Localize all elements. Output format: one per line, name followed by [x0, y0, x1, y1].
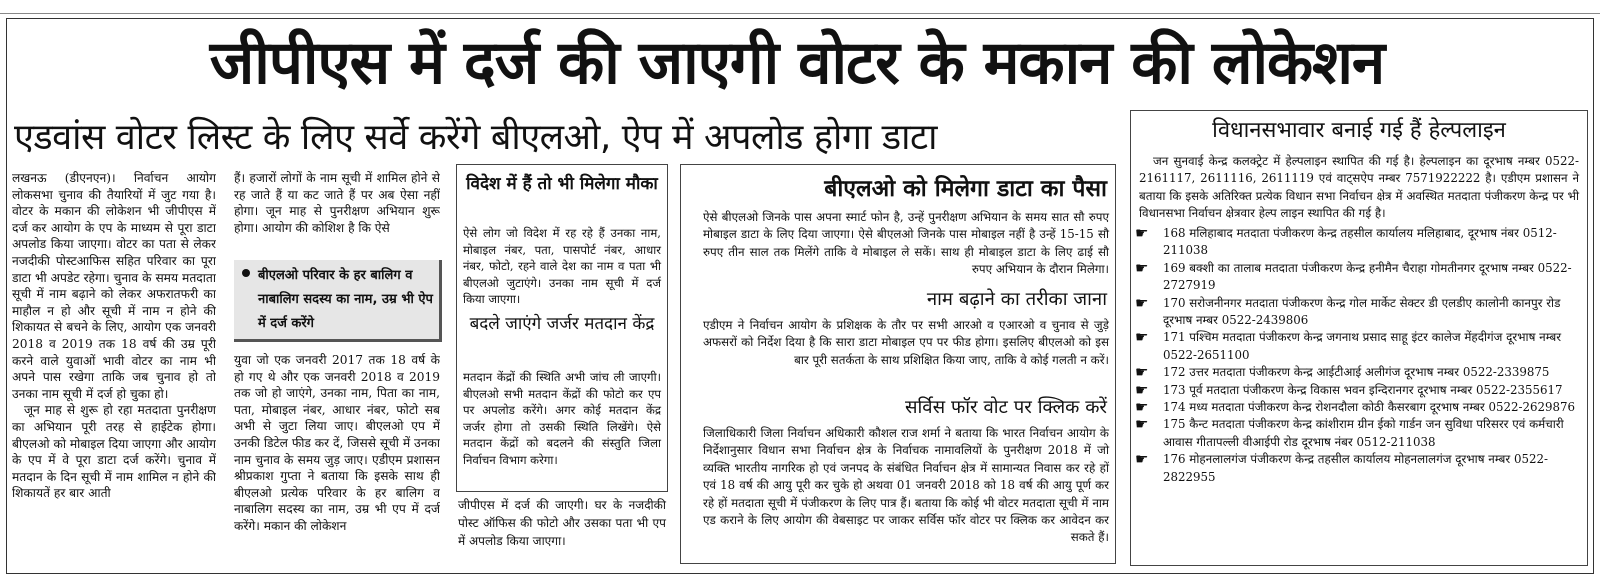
list-item: ☛ 172 उत्तर मतदाता पंजीकरण केन्द्र आईटीआई अलीगंज दूरभाष नम्बर 0522-2339875	[1135, 363, 1550, 382]
pull-quote	[234, 260, 442, 342]
helpline-intro: जन सुनवाई केन्द्र कलक्ट्रेट में हेल्पलाइन स्थापित की गई है। हेल्पलाइन का दूरभाष नम्बर 0522-2161117, 2611116, 2611119 एवं वाट्सऐप नम्बर 7571922222 है। एडीएम प्रशासन ने बताया कि इसके अतिरिक्त प्रत्येक विधान सभा निर्वाचन क्षेत्र में अवस्थित मतदाता पंजीकरण केन्द्र पर भी विधानसभा निर्वाचन क्षेत्रवार हेल्प लाइन स्थापित की गई है।	[1139, 154, 1579, 221]
list-item: ☛ 169 बक्शी का तालाब मतदाता पंजीकरण केन्द्र हनीमैन चैराहा गोमतीनगर दूरभाष नम्बर 0522-2727919	[1135, 258, 1572, 293]
list-item: ☛ 173 पूर्व मतदाता पंजीकरण केन्द्र विकास भवन इन्दिरानगर दूरभाष नम्बर 0522-2355617	[1135, 380, 1563, 399]
list-item: ☛ 176 मोहनलालगंज पंजीकरण केन्द्र तहसील कार्यालय मोहनलालगंज दूरभाष नम्बर 0522-2822955	[1135, 450, 1548, 484]
headline: जीपीएस में दर्ज की जाएगी वोटर के मकान की लोकेशन	[209, 28, 1385, 98]
data-box-subhead-1: नाम बढ़ाने का तरीका जाना	[926, 289, 1107, 310]
sidebar-box-abroad	[456, 164, 668, 492]
list-item: ☛ 171 पश्चिम मतदाता पंजीकरण केन्द्र जगनाथ प्रसाद साहू इंटर कालेज मेंहदीगंज दूरभाष नम्बर 0522-2651100	[1135, 328, 1562, 362]
list-item: ☛ 175 कैन्ट मतदाता पंजीकरण केन्द्र कांशीराम ग्रीन ईको गार्डन जन सुविधा परिसरर एवं कर्मचारी आवास गीतापल्ली वीआईपी रोड दूरभाष नंबर 0512-211038	[1135, 415, 1564, 449]
col2-paragraph-2: युवा जो एक जनवरी 2017 तक 18 वर्ष के हो गए थे और एक जनवरी 2018 व 2019 तक जो हो जाएंगे, उनका नाम, पिता का नाम, पता, मोबाइल नंबर, आधार नंबर, फोटो सब अभी से जुटा लिया जाए। बीएलओ एप में उनकी डिटेल फीड कर दें, जिससे सूची में उनका नाम चुनाव के समय जुड़ जाए। एडीएम प्रशासन श्रीप्रकाश गुप्ता ने बताया कि इसके साथ ही बीएलओ प्रत्येक परिवार के हर बालिग व नाबालिग सदस्य का नाम, उम्र भी एप में दर्ज करेंगे। मकान की लोकेशन	[234, 353, 440, 533]
top-rule	[0, 13, 1600, 14]
data-box-paragraph-1: ऐसे बीएलओ जिनके पास अपना स्मार्ट फोन है, उन्हें पुनरीक्षण अभियान के समय सात सौ रुपए मोबाइल डाटा के लिए दिया जाएगा। ऐसे बीएलओ जिनके पास मोबाइल नहीं है उन्हें 15-15 सौ रुपए तीन साल तक मिलेंगे ताकि वे मोबाइल ले सकें। साथ ही मोबाइल डाटा के लिए ढाई सौ रुपए अभियान के दौरान मिलेगा।	[703, 210, 1109, 277]
pointing-hand-icon: ☛	[1135, 328, 1149, 347]
sidebar-box-helpline	[1130, 110, 1588, 566]
subheadline: एडवांस वोटर लिस्ट के लिए सर्वे करेंगे बीएलओ, ऐप में अपलोड होगा डाटा	[14, 117, 937, 158]
helpline-list	[1135, 225, 1581, 486]
pointing-hand-icon: ☛	[1135, 398, 1149, 417]
abroad-box-body: ऐसे लोग जो विदेश में रह रहे हैं उनका नाम, मोबाइल नंबर, पता, पासपोर्ट नंबर, आधार नंबर, फोटो, रहने वाले देश का नाम व पता भी बीएलओ जुटाएंगे। उनका नाम सूची में दर्ज किया जाएगा।	[463, 226, 661, 307]
article-column-2	[234, 170, 440, 565]
pointing-hand-icon: ☛	[1135, 415, 1149, 434]
pointing-hand-icon: ☛	[1135, 258, 1149, 277]
pointing-hand-icon: ☛	[1135, 380, 1149, 399]
polling-station-box-body: मतदान केंद्रों की स्थिति अभी जांच ली जाएगी। बीएलओ सभी मतदान केंद्रों की फोटो कर एप पर अपलोड करेंगे। अगर कोई मतदान केंद्र जर्जर होगा तो उसकी स्थिति लिखेंगे। ऐसे मतदान केंद्रों को बदलने की संस्तुति जिला निर्वाचन विभाग करेगा।	[463, 370, 661, 467]
list-item: ☛ 174 मध्य मतदाता पंजीकरण केन्द्र रोशनदौला कोठी कैसरबाग दूरभाष नम्बर 0522-2629876	[1135, 398, 1576, 417]
data-box-title: बीएलओ को मिलेगा डाटा का पैसा	[824, 176, 1107, 202]
sidebar-box-data-allowance	[680, 164, 1116, 564]
col1-paragraph-2: जून माह से शुरू हो रहा मतदाता पुनरीक्षण का अभियान पूरी तरह से हाईटेक होगा। बीएलओ को मोबाइल दिया जाएगा और आयोग के एप में वे पूरा डाटा दर्ज करेंगे। चुनाव में मतदान के दिन सूची में नाम शामिल न होने की शिकायतें हर बार आती	[12, 403, 216, 501]
polling-station-box-title: बदले जाएंगे जर्जर मतदान केंद्र	[469, 314, 655, 334]
pull-quote-text: बीएलओ परिवार के हर बालिग व नाबालिग सदस्य का नाम, उम्र भी ऐप में दर्ज करेंगे	[258, 268, 433, 331]
article-column-1	[12, 170, 216, 565]
list-item: ☛ 168 मलिहाबाद मतदाता पंजीकरण केन्द्र तहसील कार्यालय मलिहाबाद, दूरभाष नंबर 0512-211038	[1135, 224, 1557, 258]
abroad-box-title: विदेश में हैं तो भी मिलेगा मौका	[466, 174, 658, 194]
pointing-hand-icon: ☛	[1135, 450, 1149, 469]
pointing-hand-icon: ☛	[1135, 293, 1149, 312]
data-box-subhead-2: सर्विस फॉर वोट पर क्लिक करें	[905, 397, 1107, 418]
list-item: ☛ 170 सरोजनीनगर मतदाता पंजीकरण केन्द्र गोल मार्केट सेक्टर डी एलडीए कालोनी कानपुर रोड दूरभाष नम्बर 0522-2439806	[1135, 293, 1561, 328]
bullet-dot-icon	[242, 269, 250, 277]
col2-paragraph-1: हैं। हजारों लोगों के नाम सूची में शामिल होने से रह जाते हैं या कट जाते हैं पर अब ऐसा नहीं होगा। जून माह से पुनरीक्षण अभियान शुरू होगा। आयोग की कोशिश है कि ऐसे	[234, 171, 440, 235]
helpline-box-title: विधानसभावार बनाई गई हैं हेल्पलाइन	[1212, 118, 1506, 143]
pointing-hand-icon: ☛	[1135, 363, 1149, 382]
col3-continuation: जीपीएस में दर्ज की जाएगी। घर के नजदीकी पोस्ट ऑफिस की फोटो और उसका पता भी एप में अपलोड किया जाएगा।	[458, 498, 666, 548]
data-box-paragraph-2: एडीएम ने निर्वाचन आयोग के प्रशिक्षक के तौर पर सभी आरओ व एआरओ व चुनाव से जुड़े अफसरों को निर्देश दिया है कि सारा डाटा मोबाइल एप पर फीड होगा। इसलिए बीएलओ को इस बार पूरी सतर्कता के साथ प्रशिक्षित किया जाए, ताकि वे कोई गलती न करें।	[703, 318, 1109, 367]
pointing-hand-icon: ☛	[1135, 224, 1149, 242]
data-box-paragraph-3: जिलाधिकारी जिला निर्वाचन अधिकारी कौशल राज शर्मा ने बताया कि भारत निर्वाचन आयोग के निर्देशानुसार विधान सभा निर्वाचन क्षेत्र के निर्वाचक नामावलियों के पुनरीक्षण 2018 में जो व्यक्ति भारतीय नागरिक हो एवं जनपद के संबंधित निर्वाचन क्षेत्र में सामान्यत निवास कर रहे हों एवं 18 वर्ष की आयु पूरी कर चुके हो अथवा 01 जनवरी 2018 को 18 वर्ष की आयु पूर्ण कर रहे हों मतदाता सूची में पंजीकरण के लिए पात्र हैं। बताया कि कोई भी वोटर मतदाता सूची में नाम एड कराने के लिए आयोग की वेबसाइट पर जाकर सर्विस फॉर वोटर पर क्लिक कर आवेदन कर सकते हैं।	[703, 426, 1109, 545]
col1-paragraph-1: लखनऊ (डीएनएन)। निर्वाचन आयोग लोकसभा चुनाव की तैयारियों में जुट गया है। वोटर के मकान की लोकेशन भी जीपीएस में दर्ज कर आयोग के एप के माध्यम से पूरा डाटा अपलोड किया जाएगा। वोटर का पता से लेकर नजदीकी पोस्टआफिस सहित परिवार का पूरा डाटा भी अपडेट रहेगा। चुनाव के समय मतदाता सूची में नाम बढ़ाने को लेकर अफरातफरी का माहौल न हो और सूची में नाम न होने की शिकायत से बचने के लिए, आयोग एक जनवरी 2018 व 2019 तक 18 वर्ष की उम्र पूरी करने वाले युवाओं भावी वोटर का नाम भी अपने पास रखेगा ताकि जब चुनाव हो तो उनका नाम सूची में दर्ज हो चुका हो।	[12, 171, 216, 401]
